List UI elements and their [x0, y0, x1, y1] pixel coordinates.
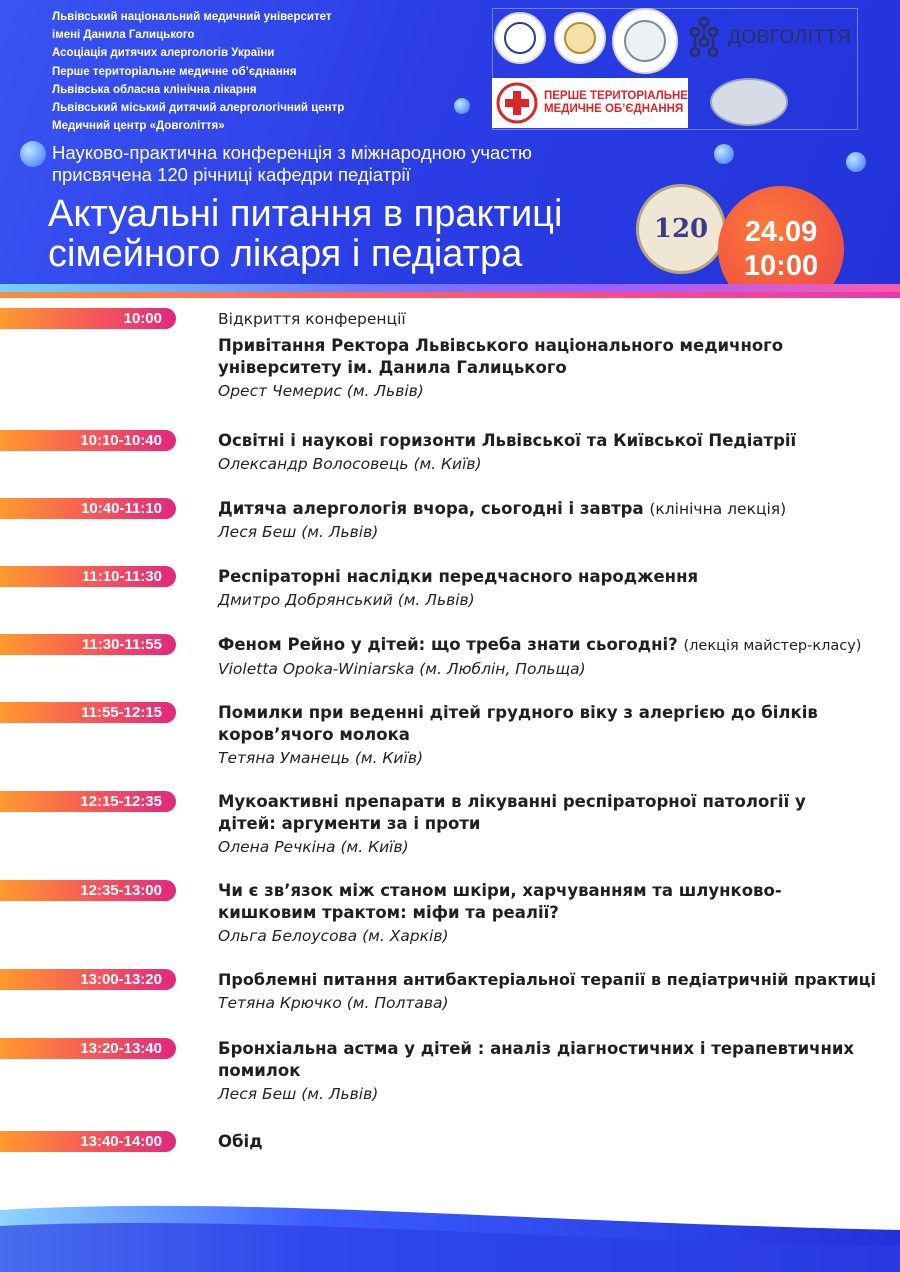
- agenda-topic: Привітання Ректора Львівського національного медичного: [218, 336, 784, 355]
- agenda-topic: коров’ячого молока: [218, 725, 410, 744]
- organizer-line: Асоціація дитячих алергологів України: [52, 47, 275, 60]
- speaker-name: Леся Беш (м. Львів): [218, 523, 379, 541]
- agenda-topic: Помилки при веденні дітей грудного віку з алергією до білків: [218, 703, 818, 722]
- speaker-name: Ольга Белоусова (м. Харків): [218, 927, 449, 945]
- decor-bubble: [20, 141, 46, 167]
- date-badge: [718, 186, 844, 292]
- decor-bubble: [714, 144, 734, 164]
- header-banner: [0, 0, 900, 292]
- speaker-name: Олена Речкіна (м. Київ): [218, 838, 409, 856]
- organizer-line: Львівський міський дитячий алергологічний центр: [52, 102, 345, 115]
- agenda-topic: Бронхіальна астма у дітей : аналіз діагностичних і терапевтичних: [218, 1039, 855, 1058]
- association-logo-icon: [554, 12, 606, 64]
- seal-number: 120: [653, 214, 709, 244]
- agenda-text: Відкриття конференції: [218, 310, 406, 328]
- time-badge: 11:55-12:15: [0, 702, 176, 723]
- agenda-topic: Чи є зв’язок між станом шкіри, харчуванням та шлунково-: [218, 881, 782, 900]
- agenda-topic: Респіраторні наслідки передчасного народження: [218, 567, 699, 586]
- lecture-type-note: (клінічна лекція): [649, 500, 787, 518]
- agenda-topic: дітей: аргументи за і проти: [218, 814, 481, 833]
- medical-cross-icon: [496, 82, 538, 124]
- event-time: 10:00: [743, 250, 819, 282]
- organizer-line: Львівський національний медичний університет: [52, 11, 332, 23]
- time-badge: 11:30-11:55: [0, 634, 176, 655]
- organizer-line: Львівська обласна клінічна лікарня: [52, 83, 257, 96]
- hospital-logo-icon: [710, 78, 788, 126]
- agenda-topic: Мукоактивні препарати в лікуванні респіраторної патології у: [218, 792, 806, 811]
- time-badge: 10:40-11:10: [0, 498, 176, 519]
- speaker-name: Дмитро Добрянський (м. Львів): [218, 591, 475, 609]
- dovgolittia-logo-text: ДОВГОЛІТТЯ: [728, 27, 852, 48]
- time-badge: 13:00-13:20: [0, 969, 176, 990]
- conference-subtitle: [52, 142, 672, 186]
- organizer-line: Медичний центр «Довголіття»: [52, 120, 225, 133]
- tree-logo-icon: [612, 8, 678, 74]
- university-logo-icon: [494, 12, 546, 64]
- speaker-name: Тетяна Уманець (м. Київ): [218, 749, 423, 767]
- agenda-topic: помилок: [218, 1061, 301, 1080]
- decor-bubble: [846, 152, 866, 172]
- dovgolittia-mark-icon: [686, 16, 722, 60]
- event-date: 24.09: [744, 216, 818, 248]
- header-stripe: [0, 292, 900, 298]
- organizer-line: імені Данила Галицького: [52, 29, 195, 42]
- speaker-name: Олександр Волосовець (м. Київ): [218, 455, 482, 473]
- title-line: сімейного лікаря і педіатра: [48, 233, 523, 275]
- pto-logo-line2: МЕДИЧНЕ ОБ’ЄДНАННЯ: [544, 103, 684, 115]
- speaker-name: Violetta Opoka-Winiarska (м. Люблін, Польща): [218, 660, 586, 678]
- organizer-line: Перше територіальне медичне об’єднання: [52, 65, 297, 78]
- agenda-topic: кишковим трактом: міфи та реалії?: [218, 903, 559, 922]
- time-badge: 12:35-13:00: [0, 880, 176, 901]
- organizers-list: [52, 8, 472, 135]
- title-line: Актуальні питання в практиці: [48, 193, 563, 235]
- agenda-topic-line: [218, 498, 890, 520]
- agenda-topic: університету ім. Данила Галицького: [218, 358, 567, 377]
- time-badge: 10:00: [0, 308, 176, 329]
- subtitle-line: присвячена 120 річниці кафедри педіатрії: [52, 164, 411, 185]
- time-badge: 10:10-10:40: [0, 430, 176, 451]
- lecture-type-note: (лекція майстер-класу): [683, 638, 862, 654]
- pto-logo: [492, 78, 688, 128]
- footer-wave: [0, 1200, 900, 1272]
- dovgolittia-logo: [686, 12, 856, 64]
- speaker-name: Леся Беш (м. Львів): [218, 1085, 379, 1103]
- speaker-name: Тетяна Крючко (м. Полтава): [218, 994, 449, 1012]
- agenda-topic: Феном Рейно у дітей: що треба знати сьогодні?: [218, 635, 678, 654]
- subtitle-line: Науково-практична конференція з міжнародною участю: [52, 142, 532, 163]
- conference-title: [48, 194, 648, 274]
- time-badge: 13:20-13:40: [0, 1038, 176, 1059]
- agenda-topic-line: [218, 634, 890, 657]
- agenda-topic: Проблемні питання антибактеріальної терапії в педіатричній практиці: [218, 970, 877, 989]
- agenda-topic: Обід: [218, 1132, 263, 1151]
- anniversary-seal: [636, 184, 726, 274]
- header-stripe: [0, 284, 900, 292]
- speaker-name: Орест Чемерис (м. Львів): [218, 382, 424, 400]
- pto-logo-line1: ПЕРШЕ ТЕРИТОРІАЛЬНЕ: [544, 90, 688, 102]
- agenda-topic: Дитяча алергологія вчора, сьогодні і завтра: [218, 499, 644, 518]
- decor-bubble: [454, 98, 470, 114]
- time-badge: 11:10-11:30: [0, 566, 176, 587]
- time-badge: 13:40-14:00: [0, 1131, 176, 1152]
- agenda-topic: Освітні і наукові горизонти Львівської та Київської Педіатрії: [218, 431, 797, 450]
- time-badge: 12:15-12:35: [0, 791, 176, 812]
